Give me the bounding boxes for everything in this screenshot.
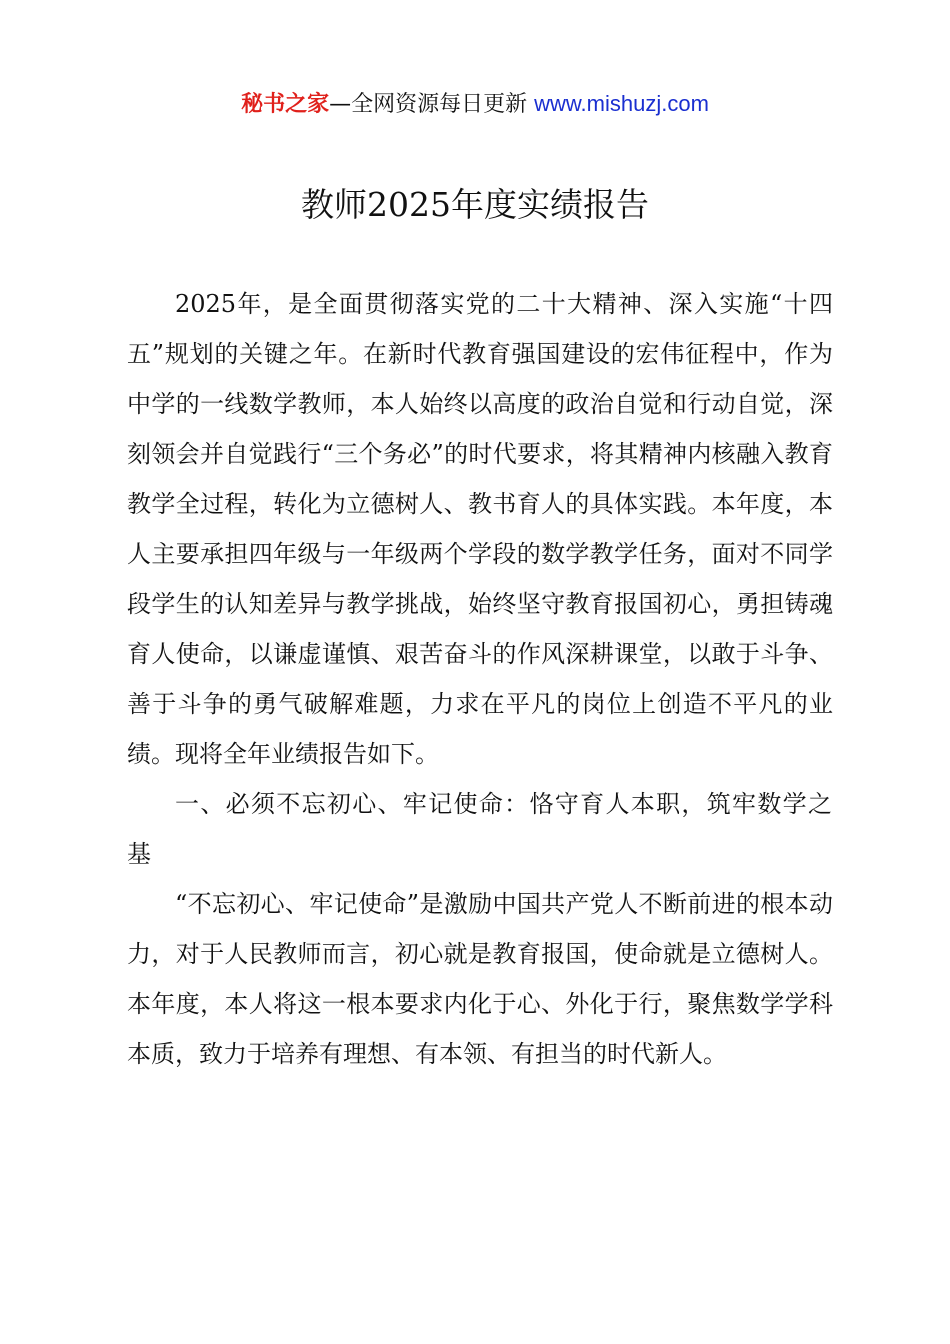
brand-name: 秘书之家 (241, 92, 330, 117)
website-link[interactable]: www.mishuzj.com (534, 91, 709, 116)
section-heading: 一、必须不忘初心、牢记使命：恪守育人本职，筑牢数学之基 (127, 790, 833, 868)
site-header (0, 86, 950, 123)
section-paragraph: “不忘初心、牢记使命”是激励中国共产党人不断前进的根本动力，对于人民教师而言，初心就是教育报国，使命就是立德树人。本年度，本人将这一根本要求内化于心、外化于行，聚焦数学学科本质，致力于培养有理想、有本领、有担当的时代新人。 (127, 890, 833, 1068)
document-title: 教师2025年度实绩报告 (301, 185, 649, 224)
intro-paragraph: 2025年，是全面贯彻落实党的二十大精神、深入实施“十四五”规划的关键之年。在新时代教育强国建设的宏伟征程中，作为中学的一线数学教师，本人始终以高度的政治自觉和行动自觉，深刻领会并自觉践行“三个务必”的时代要求，将其精神内核融入教育教学全过程，转化为立德树人、教书育人的具体实践。本年度，本人主要承担四年级与一年级两个学段的数学教学任务，面对不同学段学生的认知差异与教学挑战，始终坚守教育报国初心，勇担铸魂育人使命，以谦虚谨慎、艰苦奋斗的作风深耕课堂，以敢于斗争、善于斗争的勇气破解难题，力求在平凡的岗位上创造不平凡的业绩。现将全年业绩报告如下。 (127, 290, 833, 768)
header-tagline: —全网资源每日更新 (329, 92, 528, 117)
document-body (127, 279, 833, 1079)
